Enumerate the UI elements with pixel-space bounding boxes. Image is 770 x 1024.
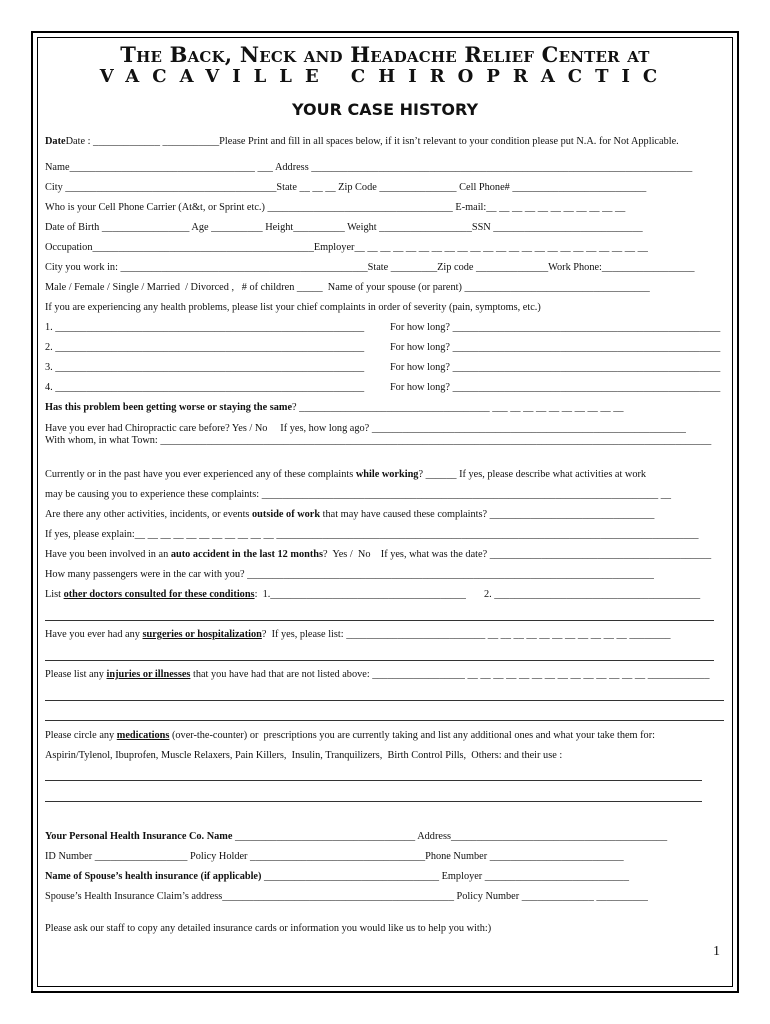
- spouse-insurance-line[interactable]: Name of Spouse’s health insurance (if applicable) __________________________________ Employer ____________________________: [45, 871, 629, 882]
- complaints-intro: If you are experiencing any health problems, please list your chief complaints in order of severity (pain, symptoms, etc.): [45, 302, 541, 313]
- claim-address-line[interactable]: Spouse’s Health Insurance Claim’s address_____________________________________________ Policy Number ______________ __________: [45, 891, 648, 902]
- working-line[interactable]: Currently or in the past have you ever experienced any of these complaints while working? ______ If yes, please describe what activities at work: [45, 469, 647, 480]
- copy-note: Please ask our staff to copy any detailed insurance cards or information you would like us to help you with:): [45, 923, 492, 934]
- whom-line[interactable]: With whom, in what Town: ___________________________________________________________________________________________________________: [45, 435, 712, 446]
- blank-rule[interactable]: [45, 720, 724, 721]
- clinic-title: The Back, Neck and Headache Relief Center at: [120, 42, 650, 67]
- name-address-line[interactable]: Name____________________________________ ___ Address __________________________________________________________________________: [45, 162, 693, 173]
- other-doctors-line[interactable]: List other doctors consulted for these conditions: 1.______________________________________ 2. ________________________________________: [45, 589, 701, 600]
- medications-line: Please circle any medications (over-the-counter) or prescriptions you are currently taking and list any additional ones and what your take them for:: [45, 730, 655, 741]
- form-title: YOUR CASE HISTORY: [291, 100, 479, 119]
- blank-rule[interactable]: [45, 700, 724, 701]
- blank-rule[interactable]: [45, 620, 714, 621]
- page-number: 1: [713, 944, 720, 959]
- blank-rule[interactable]: [45, 801, 702, 802]
- insurance-line[interactable]: Your Personal Health Insurance Co. Name ___________________________________ Address__________________________________________: [45, 831, 668, 842]
- injuries-line[interactable]: Please list any injuries or illnesses that you have had that are not listed above: __________________ __ __ __ __ __ __ __ __ __ __ __ __ __ __ ____________: [45, 669, 710, 680]
- complaint-1[interactable]: 1. ____________________________________________________________ For how long? ____________________________________________________: [45, 322, 721, 333]
- clinic-subtitle: VACAVILLE CHIROPRACTIC: [99, 66, 671, 87]
- surgeries-line[interactable]: Have you ever had any surgeries or hospitalization? If yes, please list: ___________________________ __ __ __ __ __ __ __ __ __ __ __ ________: [45, 629, 671, 640]
- outside-work-line[interactable]: Are there any other activities, incidents, or events outside of work that may have caused these complaints? ________________________________: [45, 509, 655, 520]
- id-line[interactable]: ID Number __________________ Policy Holder __________________________________Phone Number __________________________: [45, 851, 624, 862]
- explain-line[interactable]: If yes, please explain:__ __ __ __ __ __ __ __ __ __ __ __________________________________________________________________________________: [45, 529, 699, 540]
- dob-line[interactable]: Date of Birth _________________ Age __________ Height__________ Weight __________________SSN _____________________________: [45, 222, 643, 233]
- blank-rule[interactable]: [45, 780, 702, 781]
- date-line[interactable]: DateDate : _____________ ___________Please Print and fill in all spaces below, if it isn’t relevant to your condition please put N.A. for Not Applicable.: [45, 136, 679, 147]
- chiro-line[interactable]: Have you ever had Chiropractic care before? Yes / No If yes, how long ago? _____________________________________________________________: [45, 423, 686, 434]
- complaint-2[interactable]: 2. ____________________________________________________________ For how long? ____________________________________________________: [45, 342, 721, 353]
- passengers-line[interactable]: How many passengers were in the car with you? _______________________________________________________________________________: [45, 569, 654, 580]
- complaint-4[interactable]: 4. ____________________________________________________________ For how long? ____________________________________________________: [45, 382, 721, 393]
- sex-status-line[interactable]: Male / Female / Single / Married / Divorced , # of children _____ Name of your spouse (or parent) ____________________________________: [45, 282, 650, 293]
- medications-list: Aspirin/Tylenol, Ibuprofen, Muscle Relaxers, Pain Killers, Insulin, Tranquilizers, Birth Control Pills, Others: and their use :: [45, 750, 563, 761]
- auto-accident-line[interactable]: Have you been involved in an auto accident in the last 12 months? Yes / No If yes, what was the date? ___________________________________________: [45, 549, 712, 560]
- city-work-line[interactable]: City you work in: ________________________________________________State _________Zip code ______________Work Phone:__________________: [45, 262, 695, 273]
- blank-rule[interactable]: [45, 660, 714, 661]
- complaint-3[interactable]: 3. ____________________________________________________________ For how long? ____________________________________________________: [45, 362, 721, 373]
- working-line-2[interactable]: may be causing you to experience these complaints: _____________________________________________________________________________ __: [45, 489, 672, 500]
- city-line[interactable]: City _________________________________________State __ __ __ Zip Code _______________ Cell Phone# __________________________: [45, 182, 647, 193]
- carrier-line[interactable]: Who is your Cell Phone Carrier (At&t, or Sprint etc.) ____________________________________ E-mail:__ __ __ __ __ __ __ __ __ __ __: [45, 202, 626, 213]
- occupation-line[interactable]: Occupation___________________________________________Employer__ __ __ __ __ __ __ __ __ __ __ __ __ __ __ __ __ __ __ __ __ __ __: [45, 242, 648, 253]
- worse-line[interactable]: Has this problem been getting worse or staying the same? _____________________________________ ___ __ __ __ __ __ __ __ __ __: [45, 402, 624, 413]
